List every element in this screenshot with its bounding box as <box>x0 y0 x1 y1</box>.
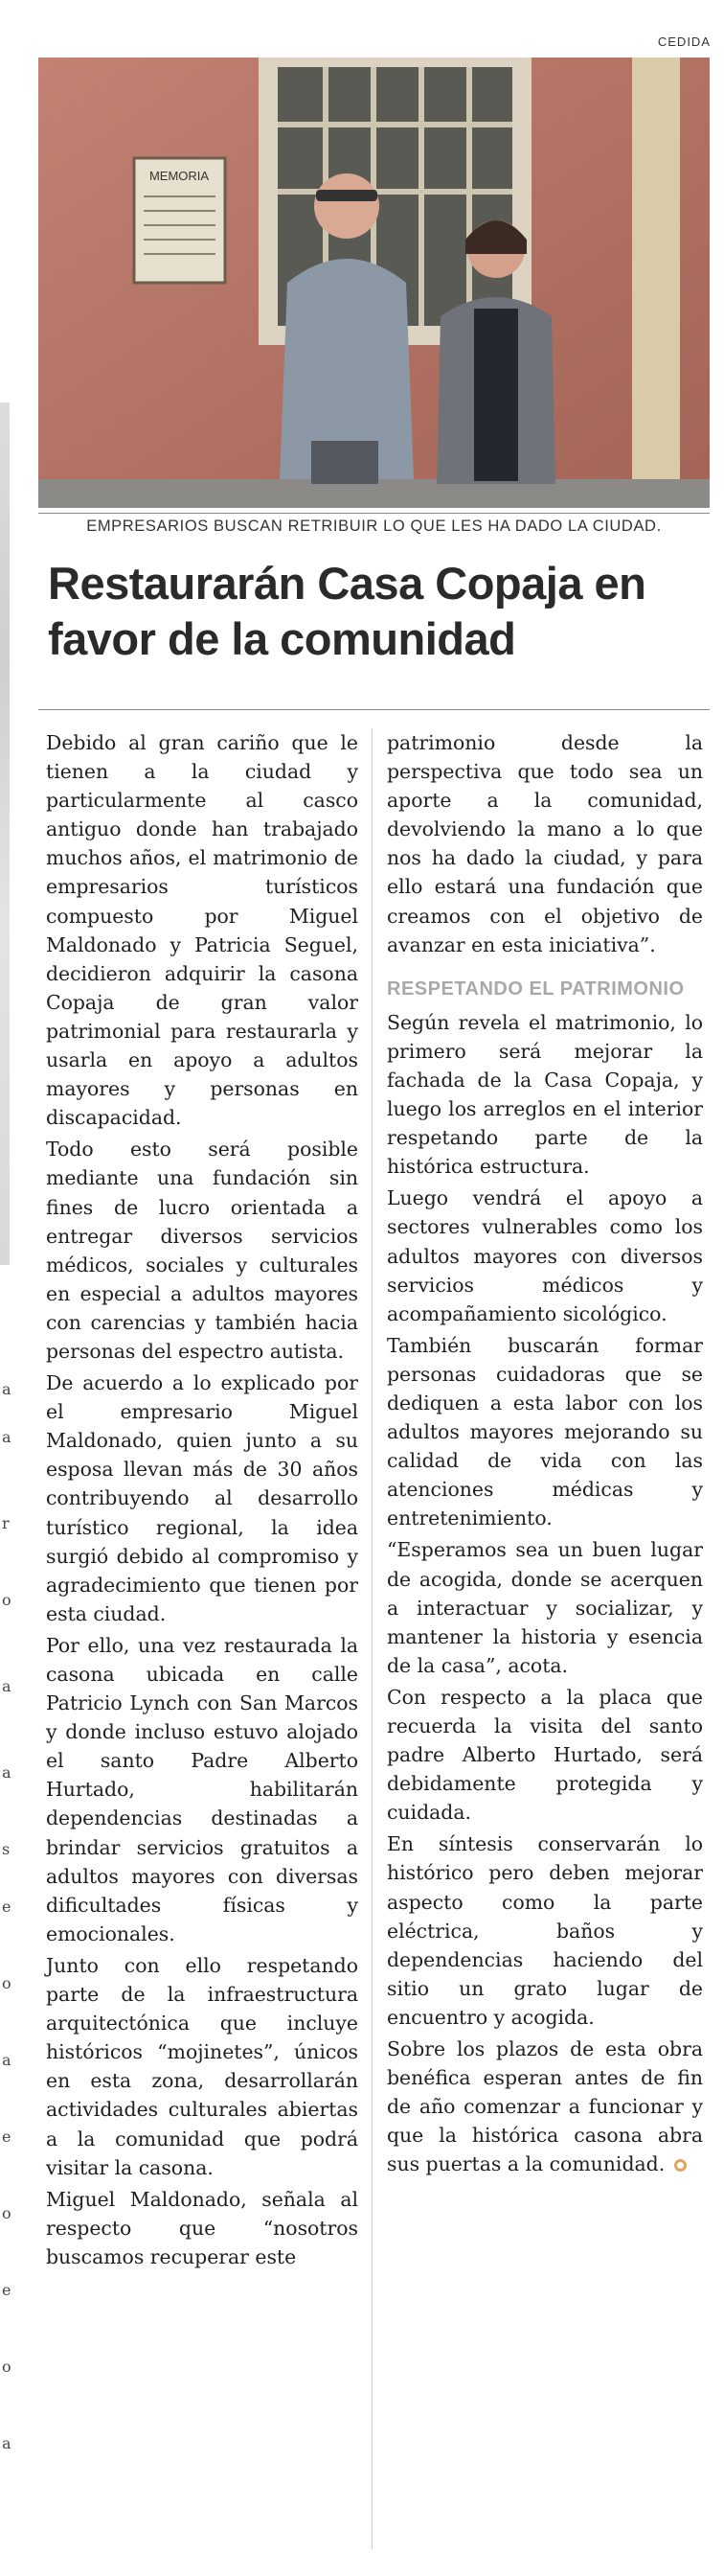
article-column-1 <box>46 728 358 2274</box>
margin-fragment: e <box>2 2128 11 2146</box>
margin-fragment: a <box>2 1677 11 1695</box>
margin-fragment: r <box>2 1514 10 1532</box>
paragraph: Todo esto será posible mediante una fundación sin fines de lucro orientada a entregar diversos servicios médicos, sociales y culturales en especial a adultos mayores con carencias y también hacia personas del espectro autista. <box>46 1138 358 1363</box>
paragraph: En síntesis conservarán lo histórico pero deben mejorar aspecto como la parte eléctrica, baños y dependencias haciendo del sitio un grato lugar de encuentro y acogida. <box>387 1832 703 2029</box>
adjacent-column-fragments <box>0 58 15 2549</box>
paragraph: También buscarán formar personas cuidadoras que se dediquen a esta labor con los adultos mayores mejorando su calidad de vida con las atenciones médicas y entretenimiento. <box>387 1333 703 1530</box>
end-of-article-icon <box>674 2159 687 2172</box>
margin-fragment: a <box>2 1428 11 1446</box>
caption-rule-top <box>38 513 710 514</box>
paragraph: Con respecto a la placa que recuerda la visita del santo padre Alberto Hurtado, será debidamente protegida y cuidada. <box>387 1685 703 1825</box>
margin-fragment: a <box>2 2051 11 2069</box>
plaque-label: MEMORIA <box>148 169 210 183</box>
margin-fragment: a <box>2 2434 11 2452</box>
article-photo <box>38 58 710 508</box>
margin-fragment: o <box>2 1591 11 1609</box>
photo-caption: EMPRESARIOS BUSCAN RETRIBUIR LO QUE LES HA DADO LA CIUDAD. <box>86 518 662 535</box>
margin-fragment: o <box>2 1974 11 1992</box>
paragraph: Luego vendrá el apoyo a sectores vulnerables como los adultos mayores con diversos servicios médicos y acompañamiento sicológico. <box>387 1186 703 1325</box>
paragraph: patrimonio desde la perspectiva que todo sea un aporte a la comunidad, devolviendo la mano a lo que nos ha dado la ciudad, y para ello estará una fundación que creamos con el objetivo de avanzar en esta iniciativa”. <box>387 731 703 956</box>
paragraph: “Esperamos sea un buen lugar de acogida, donde se acerquen a interactuar y socializar, y mantener la historia y esencia de la casa”, acota. <box>387 1538 703 1677</box>
paragraph-final-text: Sobre los plazos de esta obra benéfica esperan antes de fin de año comenzar a funcionar y que la histórica casona abra sus puertas a la comunidad. <box>387 2037 703 2176</box>
margin-fragment: o <box>2 2204 11 2222</box>
article-column-2 <box>387 728 703 2182</box>
headline-rule <box>38 709 710 710</box>
margin-fragment: e <box>2 2281 11 2299</box>
margin-fragment: e <box>2 1898 11 1916</box>
photo-illustration <box>38 58 710 508</box>
paragraph: Por ello, una vez restaurada la casona ubicada en calle Patricio Lynch con San Marcos y donde incluso estuvo alojado el santo Padre Alberto Hurtado, habilitarán dependencias destinadas a brindar servicios gratuitos a adultos mayores con diversas dificultades físicas y emocionales. <box>46 1633 358 1945</box>
margin-fragment: s <box>2 1840 11 1858</box>
paragraph: Miguel Maldonado, señala al respecto que “nosotros buscamos recuperar este <box>46 2187 358 2268</box>
paragraph: Según revela el matrimonio, lo primero será mejorar la fachada de la Casa Copaja, y luego los arreglos en el interior respetando parte de la histórica estructura. <box>387 1010 703 1179</box>
margin-fragment: a <box>2 1763 11 1782</box>
paragraph: Debido al gran cariño que le tienen a la ciudad y particularmente al casco antiguo donde han trabajado muchos años, el matrimonio de empresarios turísticos compuesto por Miguel Maldonado y Patricia Seguel, decidieron adquirir la casona Copaja de gran valor patrimonial para restaurarla y usarla en apoyo a adultos mayores y personas en discapacidad. <box>46 731 358 1130</box>
section-subhead: RESPETANDO EL PATRIMONIO <box>387 978 685 1000</box>
paragraph-final <box>387 2035 703 2178</box>
column-divider <box>372 728 373 2549</box>
photo-credit: CEDIDA <box>657 34 711 49</box>
margin-fragment: o <box>2 2358 11 2376</box>
margin-fragment: a <box>2 1380 11 1398</box>
paragraph: De acuerdo a lo explicado por el empresario Miguel Maldonado, quien junto a su esposa llevan más de 30 años contribuyendo al desarrollo turístico regional, la idea surgió debido al compromiso y agradecimiento que tienen por esta ciudad. <box>46 1371 358 1625</box>
article-headline: Restaurarán Casa Copaja en favor de la comunidad <box>48 558 646 664</box>
paragraph: Junto con ello respetando parte de la infraestructura arquitectónica que incluye históricos “mojinetes”, únicos en esta zona, desarrollarán actividades culturales abiertas a la comunidad que podrá visitar la casona. <box>46 1953 358 2179</box>
